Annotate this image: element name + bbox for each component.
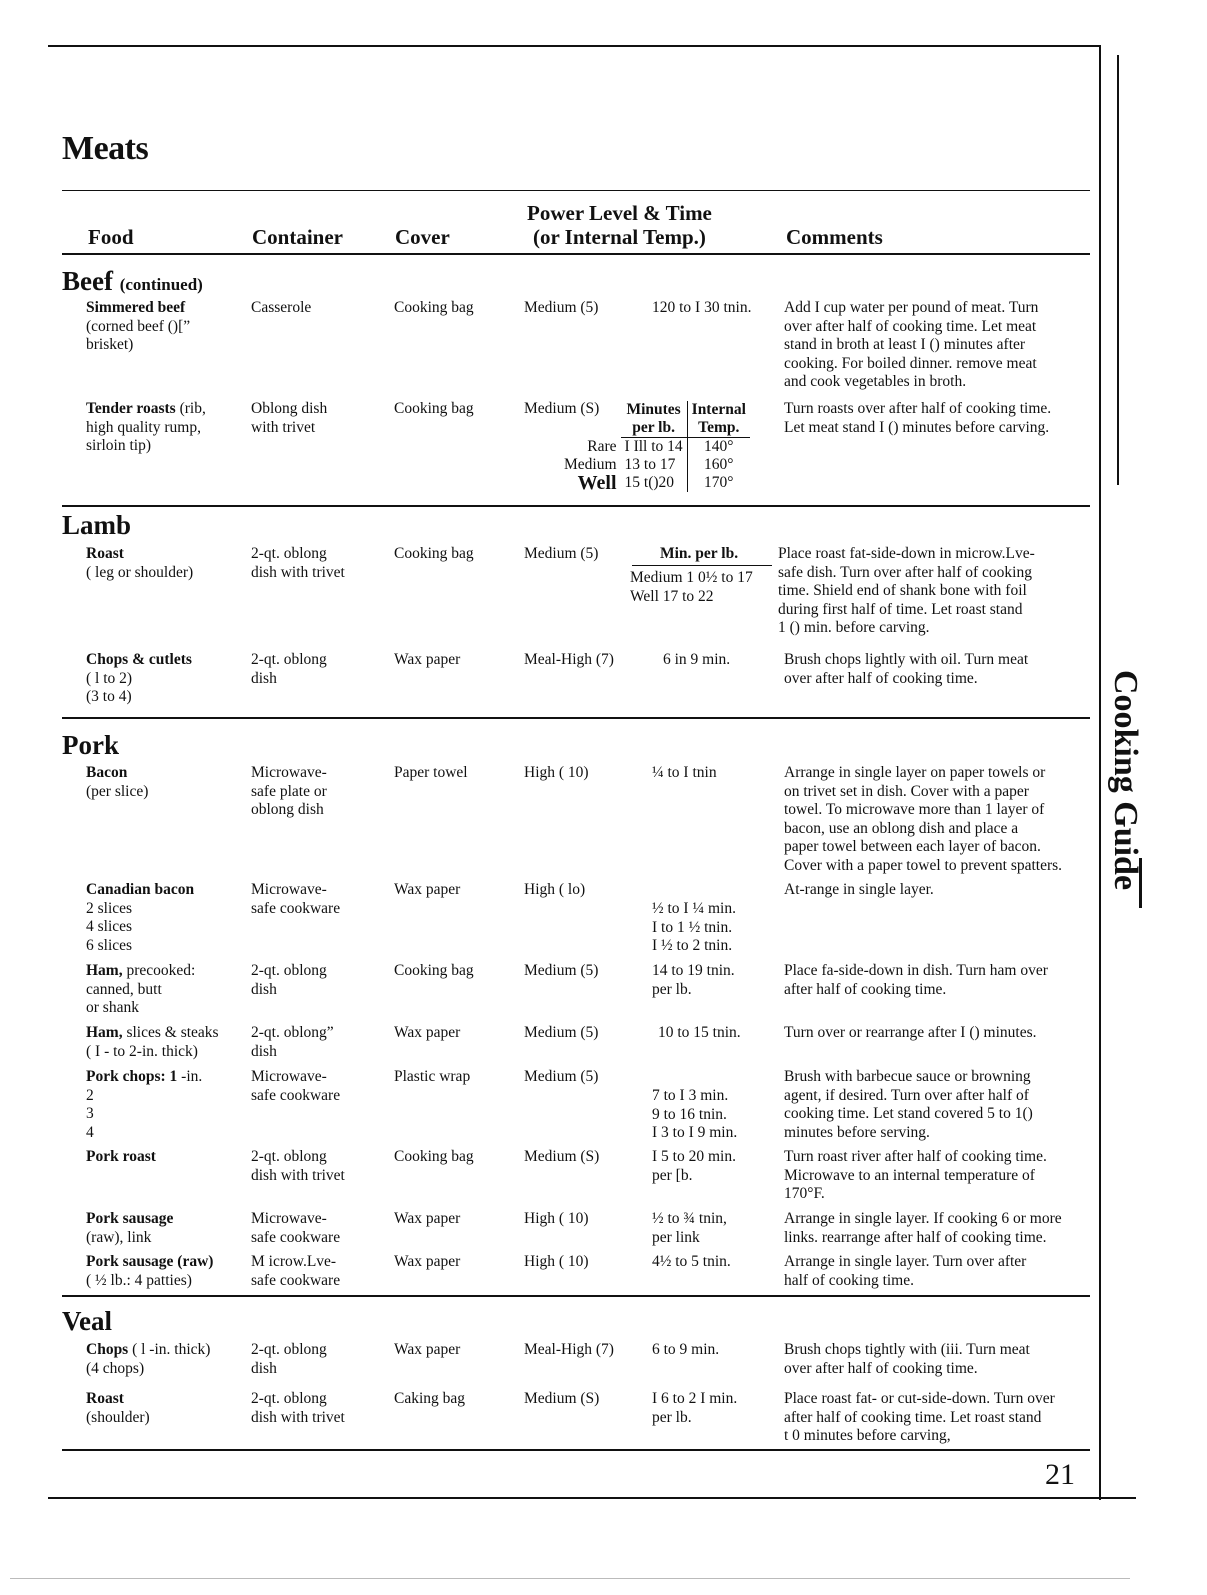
minutes-value: 15 t()20 (624, 474, 675, 491)
minutes-per-lb-header: Minutes per lb. (621, 401, 688, 438)
food-detail: (shoulder) (86, 1408, 150, 1426)
pork-sausage-link-cover: Wax paper (394, 1210, 461, 1227)
veal-roast-comments: Place roast fat- or cut-side-down. Turn over after half of cooking time. Let roast stand t 0 minutes before carving, (784, 1390, 1055, 1445)
food-name: Pork chops: 1 (86, 1068, 178, 1085)
header-comments: Comments (786, 225, 883, 249)
food-name: Pork sausage (86, 1210, 174, 1227)
header-rule (62, 253, 1090, 255)
bacon-comments: Arrange in single layer on paper towels or on trivet set in dish. Cover with a paper towel. To microwave more than 1 layer of bacon, use an oblong dish and place a paper towel between each layer of bacon. Cover with a paper towel to prevent spatters. (784, 764, 1063, 874)
bacon-food (86, 764, 148, 801)
section-beef-name: Beef (62, 266, 113, 296)
header-power-level: Power Level & Time (527, 201, 712, 225)
ham-slices-container: 2-qt. oblong” dish (251, 1024, 334, 1060)
section-beef-sub: (continued) (119, 275, 203, 294)
food-name: Ham, (86, 1024, 123, 1041)
ham-precooked-food (86, 962, 195, 1018)
tender-roasts-food (86, 400, 206, 456)
temp-value: 140° (687, 438, 750, 457)
pork-sausage-link-container: Microwave- safe cookware (251, 1210, 341, 1246)
table-row (560, 438, 750, 457)
food-name: Roast (86, 545, 124, 562)
canadian-bacon-comments: At-range in single layer. (784, 881, 934, 898)
ham-slices-cover: Wax paper (394, 1024, 461, 1041)
lamb-chops-container: 2-qt. oblong dish (251, 651, 327, 687)
food-name: Canadian bacon (86, 881, 195, 898)
temp-value: 170° (687, 474, 750, 492)
veal-roast-food (86, 1390, 150, 1427)
pork-chops-comments: Brush with barbecue sauce or browning agent, if desired. Turn over after half of cooking time. Let stand covered 5 to 1() minutes before serving. (784, 1068, 1033, 1141)
veal-roast-power: Medium (S) (524, 1390, 600, 1407)
canadian-bacon-container: Microwave- safe cookware (251, 881, 341, 917)
lamb-roast-cover: Cooking bag (394, 545, 474, 562)
ham-slices-comments: Turn over or rearrange after I () minutes. (784, 1024, 1037, 1041)
top-rule (48, 45, 1100, 47)
tender-roasts-power: Medium (S) (524, 400, 600, 417)
pork-sausage-link-time: ½ to ¾ tnin, per link (652, 1210, 727, 1246)
ham-precooked-cover: Cooking bag (394, 962, 474, 979)
section-rule (62, 717, 1090, 719)
table-row (560, 474, 750, 492)
lamb-roast-power: Medium (5) (524, 545, 599, 562)
food-name: Pork roast (86, 1148, 156, 1165)
side-tab-label: Cooking Guide (1107, 669, 1144, 891)
tender-roasts-container: Oblong dish with trivet (251, 400, 328, 436)
lamb-roast-container: 2-qt. oblong dish with trivet (251, 545, 345, 581)
lamb-roast-comments: Place roast fat-side-down in microw.Lve- safe dish. Turn over after half of cooking time. Shield end of shank bone with foil during first half of time. Let roast stand 1 () min. before carving. (778, 545, 1035, 637)
pork-chops-food (86, 1068, 202, 1142)
food-name: Roast (86, 1390, 124, 1407)
food-name: Ham, (86, 962, 123, 979)
doneness-label: Medium (564, 456, 617, 473)
bacon-container: Microwave- safe plate or oblong dish (251, 764, 327, 819)
veal-chops-time: 6 to 9 min. (652, 1341, 720, 1358)
lamb-chops-time: 6 in 9 min. (663, 651, 731, 668)
veal-chops-power: Meal-High (7) (524, 1341, 614, 1358)
canadian-bacon-cover: Wax paper (394, 881, 461, 898)
pork-chops-power: Medium (5) (524, 1068, 599, 1085)
minutes-value: I Ill to 14 (624, 438, 683, 455)
food-detail: ( leg or shoulder) (86, 563, 194, 581)
food-detail: ( l -in. thick) (4 chops) (86, 1341, 211, 1377)
veal-roast-cover: Caking bag (394, 1390, 466, 1407)
veal-roast-container: 2-qt. oblong dish with trivet (251, 1390, 345, 1426)
food-name: Pork sausage (raw) (86, 1253, 214, 1270)
side-tab (1095, 650, 1155, 910)
lamb-chops-comments: Brush chops lightly with oil. Turn meat over after half of cooking time. (784, 651, 1029, 687)
doneness-label: Well (577, 472, 617, 494)
section-rule (62, 505, 1090, 507)
simmered-beef-container: Casserole (251, 299, 312, 316)
food-detail: ( ½ lb.: 4 patties) (86, 1271, 192, 1289)
ham-precooked-container: 2-qt. oblong dish (251, 962, 327, 998)
tender-roasts-comments: Turn roasts over after half of cooking time. Let meat stand I () minutes before carving. (784, 400, 1052, 436)
simmered-beef-food (86, 299, 190, 355)
pork-sausage-patties-power: High ( 10) (524, 1253, 589, 1270)
canadian-bacon-time: ½ to I ¼ min. I to 1 ½ tnin. I ½ to 2 tnin. (652, 900, 736, 955)
lamb-medium-minutes: Medium 1 0½ to 17 (630, 569, 753, 586)
pork-sausage-link-food (86, 1210, 173, 1247)
food-name: Bacon (86, 764, 128, 781)
page-title: Meats (62, 130, 149, 167)
bacon-time: ¼ to I tnin (652, 764, 717, 781)
lamb-chops-power: Meal-High (7) (524, 651, 614, 668)
pork-sausage-patties-cover: Wax paper (394, 1253, 461, 1270)
ham-slices-time: 10 to 15 tnin. (658, 1024, 741, 1041)
page-bottom-edge (10, 1578, 1130, 1579)
veal-chops-cover: Wax paper (394, 1341, 461, 1358)
pork-sausage-patties-food (86, 1253, 213, 1290)
food-detail: (raw), link (86, 1228, 152, 1246)
doneness-label: Rare (587, 437, 617, 455)
food-detail: (per slice) (86, 782, 149, 800)
food-name: Chops (86, 1341, 129, 1358)
food-detail: 2 slices 4 slices 6 slices (86, 899, 133, 954)
pork-chops-time: 7 to I 3 min. 9 to 16 tnin. I 3 to I 9 min. (652, 1087, 738, 1142)
internal-temp-header: Internal Temp. (687, 401, 750, 438)
food-detail: (corned beef ()[” brisket) (86, 317, 191, 354)
pork-sausage-patties-container: M icrow.Lve- safe cookware (251, 1253, 341, 1289)
temp-value: 160° (687, 456, 750, 474)
header-cover: Cover (395, 225, 450, 249)
table-end-rule (62, 1449, 1090, 1451)
simmered-beef-power: Medium (5) (524, 299, 599, 316)
section-lamb: Lamb (62, 510, 132, 540)
minutes-value: 13 to 17 (624, 456, 676, 473)
canadian-bacon-food (86, 881, 194, 955)
lamb-chops-food (86, 651, 192, 707)
pork-roast-time: I 5 to 20 min. per [b. (652, 1148, 736, 1184)
bacon-cover: Paper towel (394, 764, 468, 781)
pork-roast-power: Medium (S) (524, 1148, 600, 1165)
pork-roast-cover: Cooking bag (394, 1148, 474, 1165)
food-detail: -in. 2 3 4 (86, 1068, 203, 1141)
min-per-lb-rule (632, 565, 772, 566)
food-detail: (rib, high quality rump, sirloin tip) (86, 400, 206, 455)
lamb-roast-food (86, 545, 193, 582)
header-food: Food (88, 225, 134, 249)
header-container: Container (252, 225, 343, 249)
lamb-min-per-lb-header: Min. per lb. (660, 545, 739, 562)
ham-slices-food (86, 1024, 219, 1061)
food-detail: slices & steaks ( I - to 2-in. thick) (86, 1024, 219, 1060)
lamb-chops-cover: Wax paper (394, 651, 461, 668)
food-detail: precooked: canned, butt or shank (86, 962, 196, 1017)
pork-sausage-patties-comments: Arrange in single layer. Turn over after half of cooking time. (784, 1253, 1027, 1289)
pork-sausage-patties-time: 4½ to 5 tnin. (652, 1253, 731, 1270)
pork-chops-cover: Plastic wrap (394, 1068, 471, 1085)
page-number: 21 (1045, 1458, 1075, 1491)
section-rule (62, 1295, 1090, 1297)
section-veal: Veal (62, 1306, 113, 1336)
ham-precooked-time: 14 to 19 tnin. per lb. (652, 962, 735, 998)
veal-roast-time: I 6 to 2 I min. per lb. (652, 1390, 738, 1426)
ham-precooked-comments: Place fa-side-down in dish. Turn ham over after half of cooking time. (784, 962, 1048, 998)
header-internal-temp: (or Internal Temp.) (533, 225, 706, 249)
pork-sausage-link-power: High ( 10) (524, 1210, 589, 1227)
simmered-beef-cover: Cooking bag (394, 299, 474, 316)
pork-roast-container: 2-qt. oblong dish with trivet (251, 1148, 345, 1184)
veal-chops-food (86, 1341, 210, 1378)
food-name: Tender roasts (86, 400, 176, 417)
bacon-power: High ( 10) (524, 764, 589, 781)
food-detail: ( l to 2) (3 to 4) (86, 669, 133, 706)
pork-roast-comments: Turn roast river after half of cooking time. Microwave to an internal temperature of 170°F. (784, 1148, 1047, 1203)
tender-roasts-cover: Cooking bag (394, 400, 474, 417)
ham-slices-power: Medium (5) (524, 1024, 599, 1041)
pork-chops-container: Microwave- safe cookware (251, 1068, 341, 1104)
lamb-well-minutes: Well 17 to 22 (630, 588, 714, 605)
pork-roast-food (86, 1148, 156, 1167)
food-name: Simmered beef (86, 299, 186, 316)
veal-chops-comments: Brush chops tightly with (iii. Turn meat over after half of cooking time. (784, 1341, 1030, 1377)
canadian-bacon-power: High ( lo) (524, 881, 586, 898)
pork-sausage-link-comments: Arrange in single layer. If cooking 6 or more links. rearrange after half of cooking time. (784, 1210, 1062, 1246)
simmered-beef-comments: Add I cup water per pound of meat. Turn over after half of cooking time. Let meat stand in broth at least I () minutes after cooking. For boiled dinner. remove meat and cook vegetables in broth. (784, 299, 1039, 391)
section-beef (62, 266, 203, 297)
title-rule (62, 190, 1090, 191)
food-name: Chops & cutlets (86, 651, 192, 668)
right-border-inner (1117, 55, 1119, 485)
ham-precooked-power: Medium (5) (524, 962, 599, 979)
section-pork: Pork (62, 730, 119, 760)
roast-temperature-table (560, 401, 750, 492)
bottom-rule (48, 1497, 1136, 1499)
veal-chops-container: 2-qt. oblong dish (251, 1341, 327, 1377)
simmered-beef-time: 120 to I 30 tnin. (652, 299, 752, 316)
